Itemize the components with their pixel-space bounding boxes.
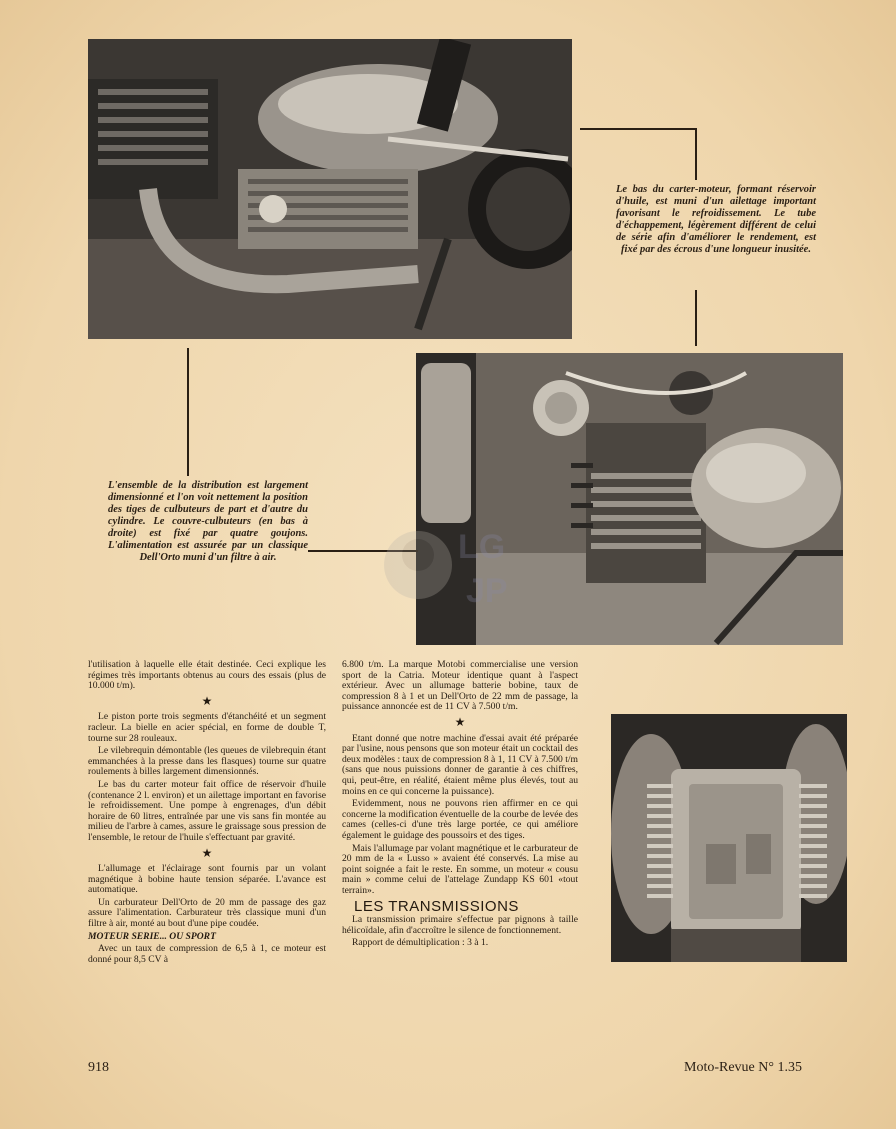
caption-distribution: L'ensemble de la distribution est largement dimensionné et l'on voit nettement la position des tiges de culbuteurs de part et d'autre du cylindre. Le couvre-culbuteurs (en bas à droite) est fixé par quatre goujons. L'alimentation est assurée par un classique Dell'Orto muni d'un filtre à air.	[108, 480, 308, 563]
paragraph: Mais l'allumage par volant magnétique et le carburateur de 20 mm de la « Lusso » avaient été conservés. La mise au point soignée a fait le reste. En somme, un moteur « cousu main » comme celui de l'attelage Zundapp KS 601 «tout terrain».	[342, 842, 578, 896]
svg-text:JP: JP	[466, 572, 508, 610]
paragraph: Evidemment, nous ne pouvons rien affirmer en ce qui concerne la modification éventuelle de la courbe de levée des cames (celles-ci d'une très large portée, ce qui améliore également le guidage des poussoirs et des tiges.	[342, 798, 578, 841]
watermark-logo	[380, 510, 530, 620]
caption-oil-sump: Le bas du carter-moteur, formant réservoir d'huile, est muni d'un ailettage important favorisant le refroidissement. Le tube d'échappement, légèrement différent de celui de série afin d'améliorer le rendement, est fixé par des écrous d'une longueur inusitée.	[616, 184, 816, 255]
paragraph: L'allumage et l'éclairage sont fournis par un volant magnétique à bobine haute tension séparée. L'avance est automatique.	[88, 863, 326, 896]
svg-text:LG: LG	[458, 528, 506, 566]
paragraph: Le piston porte trois segments d'étanchéité et un segment racleur. La bielle en acier spécial, en forme de double T, tourne sur 28 rouleaux.	[88, 711, 326, 744]
leader-line	[580, 128, 696, 130]
paragraph: 6.800 t/m. La marque Motobi commercialise une version sport de la Catria. Moteur identique quant à l'aspect extérieur. Avec un allumage batterie bobine, taux de compression 8 à 1 et un Dell'Orto de 22 mm de passage, la puissance annoncée est de 11 CV à 7.500 t/m.	[342, 659, 578, 713]
page-number: 918	[88, 1060, 109, 1075]
star-separator: ★	[454, 714, 466, 729]
star-separator: ★	[201, 845, 213, 860]
magazine-issue: Moto-Revue N° 1.35	[684, 1060, 802, 1075]
photo-crankcase-bottom	[611, 714, 847, 962]
text-column-2	[342, 660, 578, 951]
paragraph: Le vilebrequin démontable (les queues de vilebrequin étant emmanchées à la presse dans les flasques) tourne sur quatre roulements à billes largement dimensionnés.	[88, 745, 326, 778]
text-column-1	[88, 660, 326, 967]
leader-line	[187, 348, 189, 476]
paragraph: Un carburateur Dell'Orto de 20 mm de passage des gaz assure l'alimentation. Carburateur très classique muni d'un filtre à air, monté au bout d'une pipe coudée.	[88, 896, 326, 930]
leader-line	[695, 290, 697, 346]
paragraph: Avec un taux de compression de 6,5 à 1, ce moteur est donné pour 8,5 CV à	[88, 943, 326, 965]
paragraph: Rapport de démultiplication : 3 à 1.	[352, 937, 489, 949]
star-separator: ★	[201, 693, 213, 708]
paragraph: Etant donné que notre machine d'essai avait été préparée par l'usine, nous pensons que son moteur était un cocktail des deux modèles : taux de compression 8 à 1, 11 CV à 7.500 t/m (sans que nous puissions donner de garantie à ces chiffres, qui, peut-être, en réalité, étaient même plus élevés, tout au moins en ce qui concerne la puissance).	[342, 732, 578, 797]
leader-line	[695, 128, 697, 180]
subheading: MOTEUR SERIE... OU SPORT	[88, 930, 216, 942]
paragraph: Le bas du carter moteur fait office de réservoir d'huile (contenance 2 l. environ) et un ailettage important en favorise le refroidissement. Une pompe à engrenages, d'un débit horaire de 60 litres, entraînée par une vis sans fin montée au milieu de l'arbre à cames, assure le graissage sous pression de l'ensemble, le retour de l'huile s'effectuant par gravité.	[88, 778, 326, 843]
paragraph: l'utilisation à laquelle elle était destinée. Ceci explique les régimes très importants obtenus au cours des essais (plus de 10.000 t/m).	[88, 659, 326, 692]
photo-engine-side	[88, 39, 572, 339]
section-heading: LES TRANSMISSIONS	[354, 898, 519, 916]
paragraph: La transmission primaire s'effectue par pignons à taille hélicoïdale, afin d'accroître le silence de fonctionnement.	[342, 914, 578, 936]
